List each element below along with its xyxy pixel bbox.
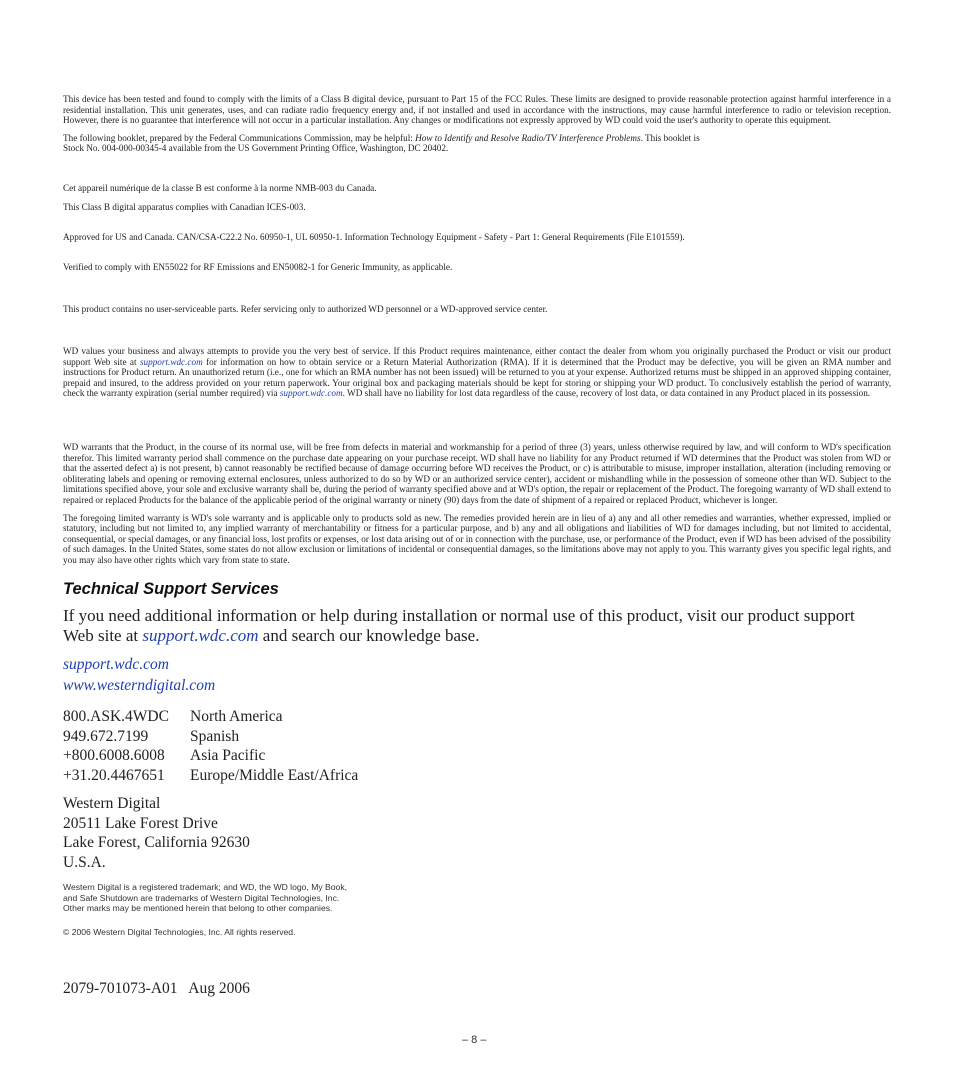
- fcc-booklet-title: How to Identify and Resolve Radio/TV Interference Problems: [415, 132, 641, 143]
- document-number: 2079-701073-A01 Aug 2006: [63, 980, 250, 997]
- fcc-booklet-text: The following booklet, prepared by the Federal Communications Commission, may be helpful:: [63, 132, 416, 143]
- warranty-disclaimer: The foregoing limited warranty is WD's sole warranty and is applicable only to products sold as new. The remedies provided herein are in lieu of a) any and all other remedies and warranties, whether expressed, implied or statutory, including but not limited to, any implied warranty of merchantability or fitness for a particular purpose, and b) any and all obligations and liabilities of WD for damages including, but not limited to accidental, consequential, or special damages, or any financial loss, lost profits or expenses, or lost data arising out of or in connection with the purchase, use, or performance of the Product, even if WD has been advised of the possibility of such damages. In the United States, some states do not allow exclusion or limitations of incidental or consequential damages, so the limitations above may not apply to you. This warranty gives you specific legal rights, and you may also have other rights which vary from state to state.: [63, 512, 891, 565]
- phone-row: [63, 707, 891, 727]
- fcc-paragraph: This device has been tested and found to comply with the limits of a Class B digital device, pursuant to Part 15 of the FCC Rules. These limits are designed to provide reasonable protection against harmful interference in a residential installation. This unit generates, uses, and can radiate radio frequency energy and, if not installed and used in accordance with the instructions, may cause harmful interference to radio or television reception. However, there is no guarantee that interference will not occur in a particular installation. Any changes or modifications not expressly approved by WD could void the user's authority to operate this equipment.: [63, 94, 891, 126]
- lead-text-2: and search our knowledge base.: [258, 626, 480, 645]
- phone-region: Asia Pacific: [190, 747, 266, 764]
- copyright-notice: [63, 927, 891, 938]
- phone-number: 800.ASK.4WDC: [63, 708, 169, 725]
- fcc-section: [63, 94, 891, 154]
- westerndigital-site-link[interactable]: www.westerndigital.com: [63, 677, 216, 694]
- fcc-booklet-stock: Stock No. 004-000-00345-4 available from the US Government Printing Office, Washington, DC 20402.: [63, 143, 449, 154]
- phone-number: 949.672.7199: [63, 727, 149, 745]
- phone-region: Spanish: [190, 727, 240, 745]
- service-text-2: for information on how to obtain service or a Return Material Authorization (RMA). If it is determined that the Product may be defective, you will be given an RMA number and instructions for Product return. An unauthorized return (i.e., one for which an RMA number has not been issued) will be returned to you at your expense. Authorized returns must be shipped in an approved shipping container, prepaid and insured, to the address provided on your return paperwork. Your original box and packaging materials should be kept for storing or shipping your WD product. To conclusively establish the period of warranty, check the warranty expiration (serial number required) via: [63, 356, 891, 399]
- support-links: [63, 654, 891, 696]
- support-site-link[interactable]: support.wdc.com: [63, 656, 169, 673]
- address-line: Lake Forest, California 92630: [63, 834, 250, 851]
- lead-text-1: If you need additional information or help during installation or normal use of this product, visit our product support Web site at: [63, 606, 855, 645]
- support-link[interactable]: support.wdc.com: [139, 356, 203, 367]
- tech-support-section: [63, 580, 891, 599]
- phone-row: [63, 766, 891, 786]
- address-line: U.S.A.: [63, 853, 106, 871]
- phone-region: Europe/Middle East/Africa: [190, 766, 359, 784]
- canada-section: [63, 183, 891, 212]
- warranty-paragraph: WD warrants that the Product, in the course of its normal use, will be free from defects in material and workmanship for a period of three (3) years, unless otherwise required by law, and will conform to WD's specification therefor. This limited warranty period shall commence on the purchase date appearing on your purchase receipt. WD shall have no liability for any Product returned if WD determines that the Product was stolen from WD or that the asserted defect a) is not present, b) cannot reasonably be rectified because of damage occurring before WD receives the Product, or c) is attributable to misuse, improper installation, alteration (including removing or obliterating labels and opening or removing external enclosures, unless authorized to do so by WD or an authorized service center), accident or mishandling while in the possession of someone other than WD. Subject to the limitations specified above, your sole and exclusive warranty shall be, during the period of warranty specified above and at WD's option, the repair or replacement of the Product. The foregoing warranty of WD shall extend to repaired or replaced Products for the balance of the applicable period of the original warranty or ninety (90) days from the date of shipment of a repaired or replaced Product, whichever is longer.: [63, 442, 891, 505]
- trademark-text: Western Digital is a registered trademark; and WD, the WD logo, My Book, and Safe Shutdown are trademarks of Western Digital Technologies, Inc. Other marks may be mentioned herein that belong to other companies.: [63, 882, 348, 914]
- fcc-booklet-text-end: . This booklet is: [640, 132, 700, 143]
- service-parts-text: This product contains no user-serviceable parts. Refer servicing only to authorized WD personnel or a WD-approved service center.: [63, 304, 548, 314]
- page-number: – 8 –: [462, 1034, 487, 1046]
- phone-number: +800.6008.6008: [63, 747, 165, 764]
- ce-compliance: [63, 262, 891, 273]
- ce-compliance-text: Verified to comply with EN55022 for RF Emissions and EN50082-1 for Generic Immunity, as applicable.: [63, 262, 453, 272]
- canada-french: Cet appareil numérique de la classe B est conforme à la norme NMB-003 du Canada.: [63, 183, 377, 193]
- service-text-1: WD values your business and always attempts to provide you the very best of service. If this Product requires maintenance, either contact the dealer from whom you originally purchased the Product or visit our product support Web site at: [63, 346, 891, 367]
- address-line: Western Digital: [63, 795, 161, 812]
- tech-support-heading: Technical Support Services: [63, 580, 279, 598]
- warranty-section: [63, 442, 891, 566]
- service-text-3: . WD shall have no liability for lost data regardless of the cause, recovery of lost data, or data contained in any Product placed in its possession.: [342, 388, 871, 399]
- fcc-booklet-paragraph: [63, 133, 891, 154]
- phone-list: [63, 707, 891, 785]
- canada-english: This Class B digital apparatus complies with Canadian ICES-003.: [63, 201, 306, 212]
- address-line: 20511 Lake Forest Drive: [63, 814, 218, 832]
- mailing-address: [63, 794, 891, 872]
- trademark-notice: [63, 882, 891, 914]
- lead-support-link[interactable]: support.wdc.com: [142, 626, 259, 645]
- tech-support-lead: [63, 606, 891, 646]
- tech-support-lead-text: [63, 606, 883, 646]
- service-paragraph: [63, 346, 891, 399]
- phone-row: [63, 727, 891, 747]
- service-section: [63, 346, 891, 399]
- phone-row: [63, 746, 891, 766]
- support-link-warranty[interactable]: support.wdc.com: [279, 388, 343, 399]
- copyright-text: © 2006 Western Digital Technologies, Inc. All rights reserved.: [63, 927, 296, 937]
- safety-approval: [63, 232, 891, 243]
- phone-region: North America: [190, 708, 283, 725]
- service-parts: [63, 304, 891, 315]
- safety-approval-text: Approved for US and Canada. CAN/CSA-C22.2 No. 60950-1, UL 60950-1. Information Technology Equipment - Safety - Part 1: General Requirements (File E101559).: [63, 232, 685, 242]
- phone-number: +31.20.4467651: [63, 766, 165, 784]
